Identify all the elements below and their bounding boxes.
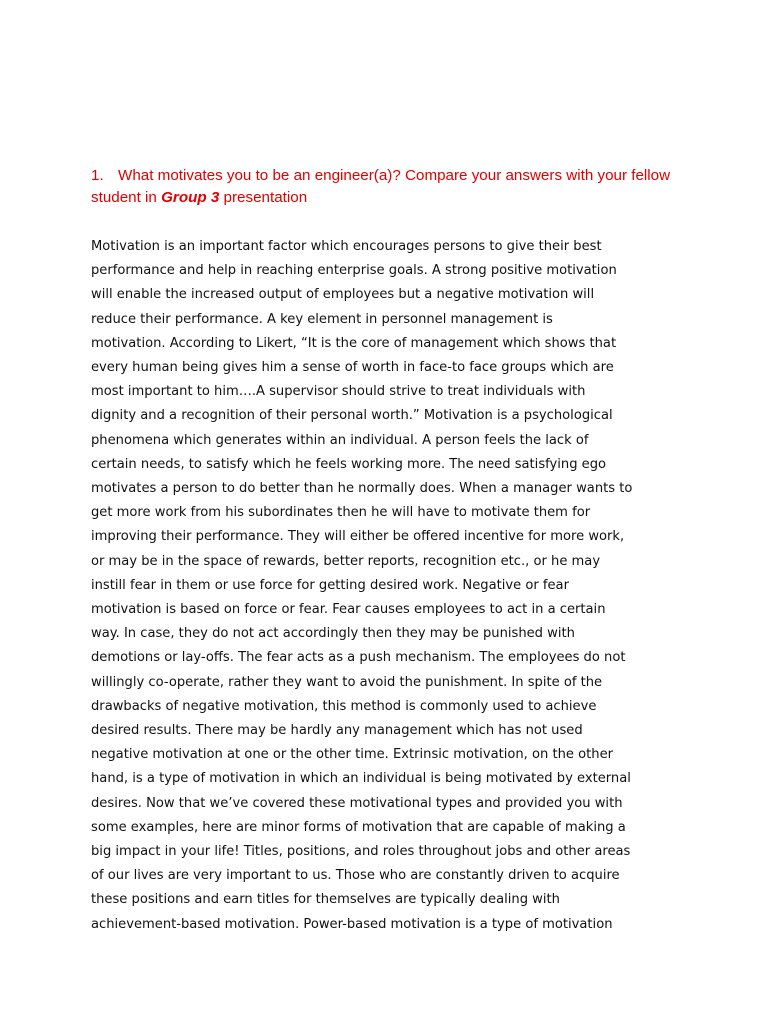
paragraph-line: certain needs, to satisfy which he feels working more. The need satisfying ego (91, 456, 607, 472)
paragraph-line: get more work from his subordinates then he will have to motivate them for (91, 505, 591, 521)
paragraph-line: Motivation is an important factor which encourages persons to give their best (91, 239, 602, 254)
paragraph-line: big impact in your life! Titles, positions, and roles throughout jobs and other areas (91, 844, 631, 860)
paragraph-line: way. In case, they do not act accordingly then they may be punished with (91, 626, 575, 642)
paragraph-line: these positions and earn titles for themselves are typically dealing with (91, 892, 560, 908)
body-paragraph (91, 235, 687, 937)
paragraph-line: negative motivation at one or the other time. Extrinsic motivation, on the other (91, 747, 614, 763)
paragraph-line: will enable the increased output of employees but a negative motivation will (91, 287, 595, 303)
paragraph-line: willingly co-operate, rather they want to avoid the punishment. In spite of the (91, 674, 603, 690)
question-heading (91, 165, 711, 209)
paragraph-line: performance and help in reaching enterprise goals. A strong positive motivation (91, 263, 617, 279)
question-emphasis: Group 3 (161, 189, 220, 206)
paragraph-line: hand, is a type of motivation in which an individual is being motivated by external (91, 771, 631, 787)
paragraph-line: desired results. There may be hardly any management which has not used (91, 723, 583, 739)
paragraph-line: drawbacks of negative motivation, this method is commonly used to achieve (91, 698, 597, 714)
question-text-end: presentation (219, 189, 308, 206)
paragraph-line: motivation. According to Likert, “It is the core of management which shows that (91, 335, 617, 351)
paragraph-line: dignity and a recognition of their personal worth.” Motivation is a psychological (91, 408, 613, 424)
paragraph-line: improving their performance. They will either be offered incentive for more work, (91, 529, 625, 545)
paragraph-line: motivation is based on force or fear. Fear causes employees to act in a certain (91, 602, 606, 618)
paragraph-line: instill fear in them or use force for getting desired work. Negative or fear (91, 577, 569, 593)
paragraph-line: demotions or lay-offs. The fear acts as a push mechanism. The employees do not (91, 650, 626, 666)
paragraph-line: or may be in the space of rewards, better reports, recognition etc., or he may (91, 553, 601, 569)
paragraph-line: most important to him….A supervisor should strive to treat individuals with (91, 384, 586, 400)
question-text: What motivates you to be an engineer(a)? Compare your answers with your fellow student in (91, 167, 671, 206)
paragraph-line: reduce their performance. A key element in personnel management is (91, 311, 553, 327)
question-number: 1. (91, 167, 104, 184)
paragraph-line: every human being gives him a sense of worth in face-to face groups which are (91, 360, 614, 376)
paragraph-line: of our lives are very important to us. Those who are constantly driven to acquire (91, 868, 620, 884)
paragraph-line: phenomena which generates within an individual. A person feels the lack of (91, 432, 589, 448)
paragraph-line: achievement-based motivation. Power-based motivation is a type of motivation (91, 916, 613, 932)
paragraph-line: desires. Now that we’ve covered these motivational types and provided you with (91, 795, 623, 811)
paragraph-line: motivates a person to do better than he normally does. When a manager wants to (91, 481, 633, 497)
paragraph-line: some examples, here are minor forms of motivation that are capable of making a (91, 819, 626, 835)
